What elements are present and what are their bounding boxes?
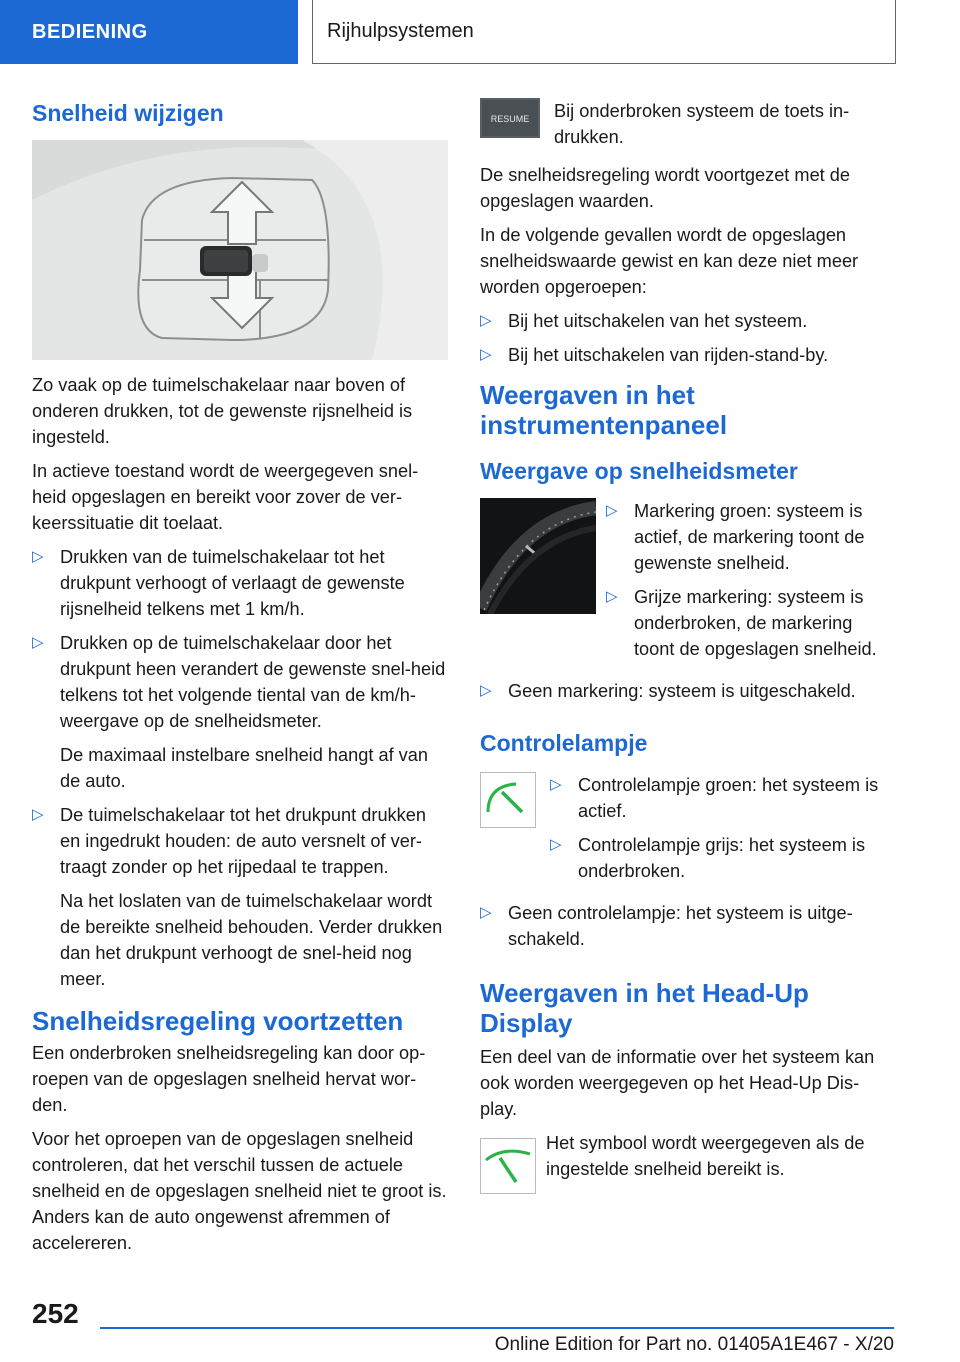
paragraph: Een deel van de informatie over het systeem kan ook worden weergegeven op het Head-Up Dis-play. [480,1047,875,1119]
list-item: ▷ Drukken van de tuimelschakelaar tot het drukpunt verhoogt of verlaagt de gewenste rijsnelheid telkens met 1 km/h. [32,544,448,622]
triangle-right-icon: ▷ [480,346,492,363]
list-item: ▷ Markering groen: systeem is actief, de markering toont de gewenste snelheid. [606,498,894,576]
bullet-list [480,678,894,704]
heading-continue-speed-control: Snelheidsregeling voortzetten [32,1006,404,1036]
triangle-right-icon: ▷ [32,548,44,565]
list-item: ▷ De tuimelschakelaar tot het drukpunt drukken en ingedrukt houden: de auto versnelt of ver-traagt zonder op het rijpedaal te trappen. Na het loslaten van de tuimelschakelaar wordt de bereikte snelheid behouden. Verder drukken dan het drukpunt verhoogt de snel-heid nog meer. [32,802,448,992]
paragraph: De snelheidsregeling wordt voortgezet met de opgeslagen waarden. [480,165,851,211]
right-column [480,98,894,1194]
triangle-right-icon: ▷ [480,904,492,921]
bullet-list [550,772,894,892]
triangle-right-icon: ▷ [480,312,492,329]
paragraph: In actieve toestand wordt de weergegeven snel-heid opgeslagen en bereikt voor zover de ver-keerssituatie dit toelaat. [32,461,419,533]
triangle-right-icon: ▷ [606,588,618,605]
left-column [32,98,448,1264]
footer-divider [100,1327,894,1329]
paragraph: Zo vaak op de tuimelschakelaar naar boven of onderen drukken, tot de gewenste rijsnelheid is ingesteld. [32,375,413,447]
speedometer-image [480,498,596,614]
triangle-right-icon: ▷ [32,806,44,823]
list-item: ▷ Bij het uitschakelen van het systeem. [480,308,894,334]
list-item: ▷ Bij het uitschakelen van rijden-stand-by. [480,342,894,368]
hud-row [480,1130,894,1194]
list-item: ▷ Geen controlelampje: het systeem is uitge-schakeld. [480,900,894,952]
section-tab: BEDIENING [0,0,298,64]
list-item: ▷ Geen markering: systeem is uitgeschakeld. [480,678,894,704]
speedometer-row [480,498,894,678]
paragraph: Een onderbroken snelheidsregeling kan door op-roepen van de opgeslagen snelheid hervat wor-den. [32,1043,426,1115]
list-item: ▷ Controlelampje grijs: het systeem is onderbroken. [550,832,894,884]
triangle-right-icon: ▷ [550,776,562,793]
resume-button-image [480,98,540,138]
paragraph: Het symbool wordt weergegeven als de ingestelde snelheid bereikt is. [546,1133,865,1179]
triangle-right-icon: ▷ [550,836,562,853]
paragraph: Voor het oproepen van de opgeslagen snelheid controleren, dat het verschil tussen de actuele snelheid en de opgeslagen snelheid niet te groot is. Anders kan de auto ongewenst afremmen of accelereren. [32,1129,447,1253]
heading-speedometer-display: Weergave op snelheidsmeter [480,458,798,484]
paragraph: In de volgende gevallen wordt de opgeslagen snelheidswaarde gewist en kan deze niet meer worden opgeroepen: [480,225,859,297]
heading-hud-displays: Weergaven in het Head-Up Display [480,978,809,1038]
bullet-list [606,498,894,670]
triangle-right-icon: ▷ [606,502,618,519]
heading-change-speed: Snelheid wijzigen [32,100,224,126]
indicator-lamp-row [480,772,894,900]
page-number: 252 [32,1298,79,1329]
heading-indicator-lamp: Controlelampje [480,730,648,756]
triangle-right-icon: ▷ [32,634,44,651]
speed-control-lamp-icon [480,1138,536,1194]
heading-instrument-displays: Weergaven in het instrumentenpaneel [480,380,728,440]
list-item: ▷ Controlelampje groen: het systeem is actief. [550,772,894,824]
paragraph: Bij onderbroken systeem de toets in-drukken. [554,101,850,147]
triangle-right-icon: ▷ [480,682,492,699]
speed-control-lamp-icon [480,772,536,828]
rocker-switch-illustration [32,140,448,360]
bullet-list [32,544,448,992]
bullet-list [480,308,894,368]
bullet-list [480,900,894,952]
list-item: ▷ Grijze markering: systeem is onderbroken, de markering toont de opgeslagen snelheid. [606,584,894,662]
resume-label: RESUME [490,114,530,124]
list-item: ▷ Drukken op de tuimelschakelaar door het drukpunt heen verandert de gewenste snel-heid telkens tot het volgende tiental van de km/h-weergave op de snelheidsmeter. De maximaal instelbare snelheid hangt af van de auto. [32,630,448,794]
chapter-title: Rijhulpsystemen [312,0,896,64]
resume-row [480,98,894,150]
edition-note: Online Edition for Part no. 01405A1E467 - X/20 [494,1334,894,1355]
